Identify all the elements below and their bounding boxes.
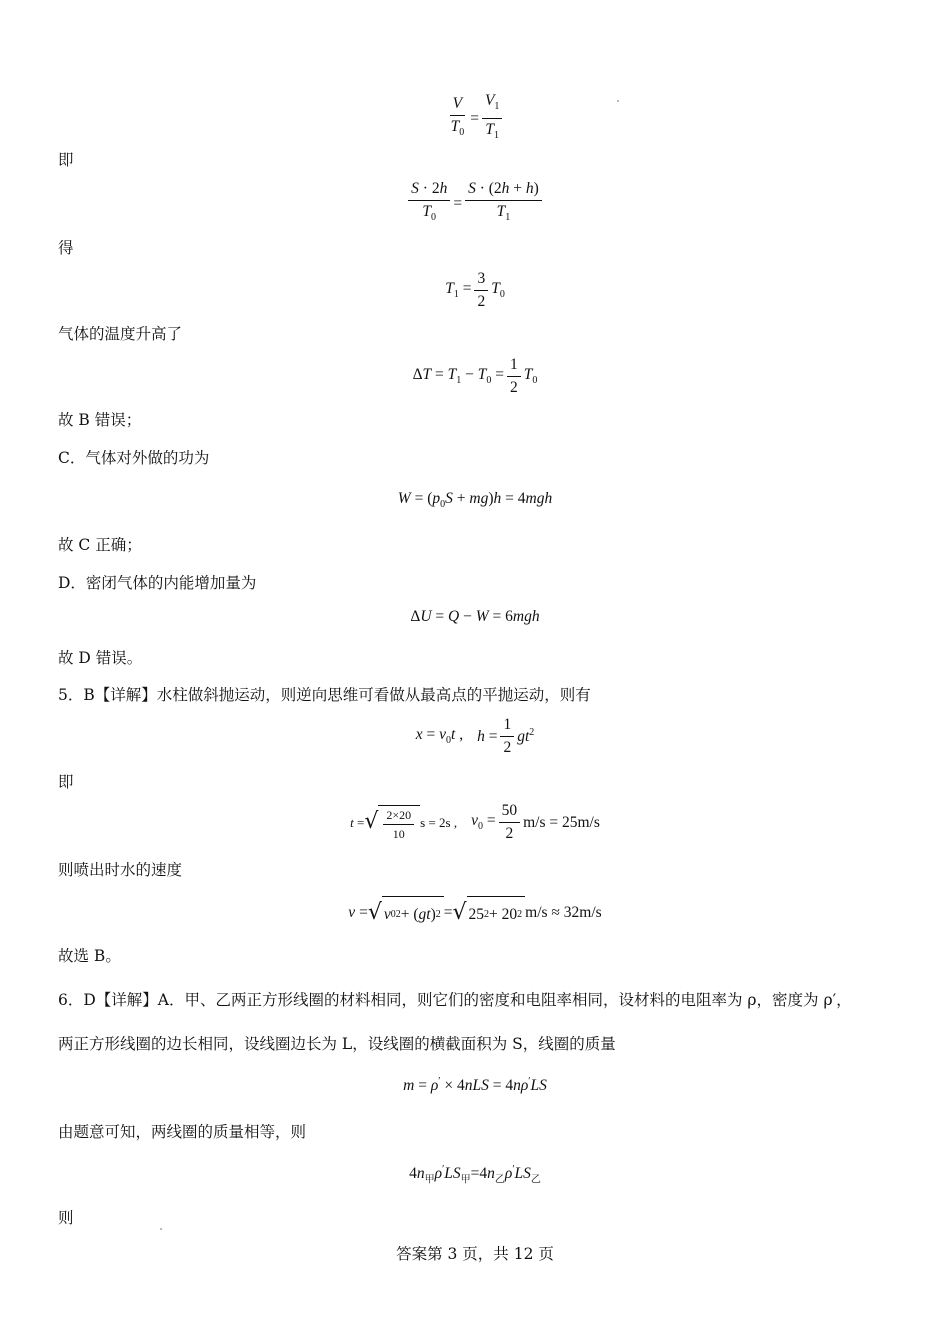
- text-d-label: D．密闭气体的内能增加量为: [58, 574, 257, 592]
- equation-gas-law: $\frac{V}{T_0}$ = $\frac{V_1}{T_1}$: [0, 92, 950, 145]
- text-ji-1: 即: [58, 151, 74, 169]
- equation-t1: $T_1$ = $\frac{3}{2}$ $T_0$: [445, 270, 505, 310]
- scan-speck: [617, 100, 619, 102]
- text-de: 得: [58, 239, 74, 257]
- equation-coil-mass: m = ρ′ × 4nLS = 4nρ′LS: [403, 1076, 547, 1095]
- text-question-6-line-1: 6．D【详解】A．甲、乙两正方形线圈的材料相同，则它们的密度和电阻率相同，设材料的电阻率为 ρ，密度为 ρ′，: [58, 991, 852, 1009]
- equation-speed: v = √ v 0 2 + ( gt ) 2 = √ 25 2 + 20 2 m/s ≈ 32m/s: [0, 896, 950, 930]
- equation-projectile: $x = v_0t$ , h = $\frac{1}{2}$ $gt^2$: [415, 716, 535, 756]
- text-ze: 则: [58, 1209, 74, 1227]
- text-choose-b: 故选 B。: [58, 947, 121, 965]
- equation-delta-t: $\Delta T = T_1 - T_0$ = $\frac{1}{2}$ $T_0$: [412, 356, 538, 396]
- scan-speck: [160, 1228, 162, 1230]
- text-spray-speed: 则喷出时水的速度: [58, 861, 183, 879]
- text-ji-2: 即: [58, 773, 74, 791]
- equation-internal-energy: ΔU = Q − W = 6mgh: [410, 608, 540, 625]
- equation-volume-ratio: $\frac{S \cdot 2h}{T_0}$ = $\frac{S \cdot (2h + h)}{T_1}$: [0, 180, 950, 227]
- equation-work: $W = (p_0S + mg)h = 4mgh$: [397, 490, 553, 511]
- text-c-label: C．气体对外做的功为: [58, 449, 210, 467]
- text-c-right: 故 C 正确；: [58, 536, 142, 554]
- equation-mass-balance: $4n_甲\rho'LS_甲=4n_乙\rho'LS_乙$: [409, 1164, 541, 1186]
- text-temp-rise: 气体的温度升高了: [58, 325, 183, 343]
- equation-time-velocity: t = √ $\frac{2\times 20}{10}$ s = 2s , $v_0$ = $\frac{50}{2}$ m/s = 25m/s: [350, 802, 600, 842]
- text-b-wrong: 故 B 错误；: [58, 411, 142, 429]
- text-question-5: 5．B【详解】水柱做斜抛运动，则逆向思维可看做从最高点的平抛运动，则有: [58, 686, 591, 704]
- text-mass-equal: 由题意可知，两线圈的质量相等，则: [58, 1123, 307, 1141]
- text-question-6-line-2: 两正方形线圈的边长相同，设线圈边长为 L，设线圈的横截面积为 S，线圈的质量: [58, 1035, 616, 1053]
- page-footer: 答案第 3 页，共 12 页: [396, 1245, 554, 1263]
- text-d-wrong: 故 D 错误。: [58, 649, 143, 667]
